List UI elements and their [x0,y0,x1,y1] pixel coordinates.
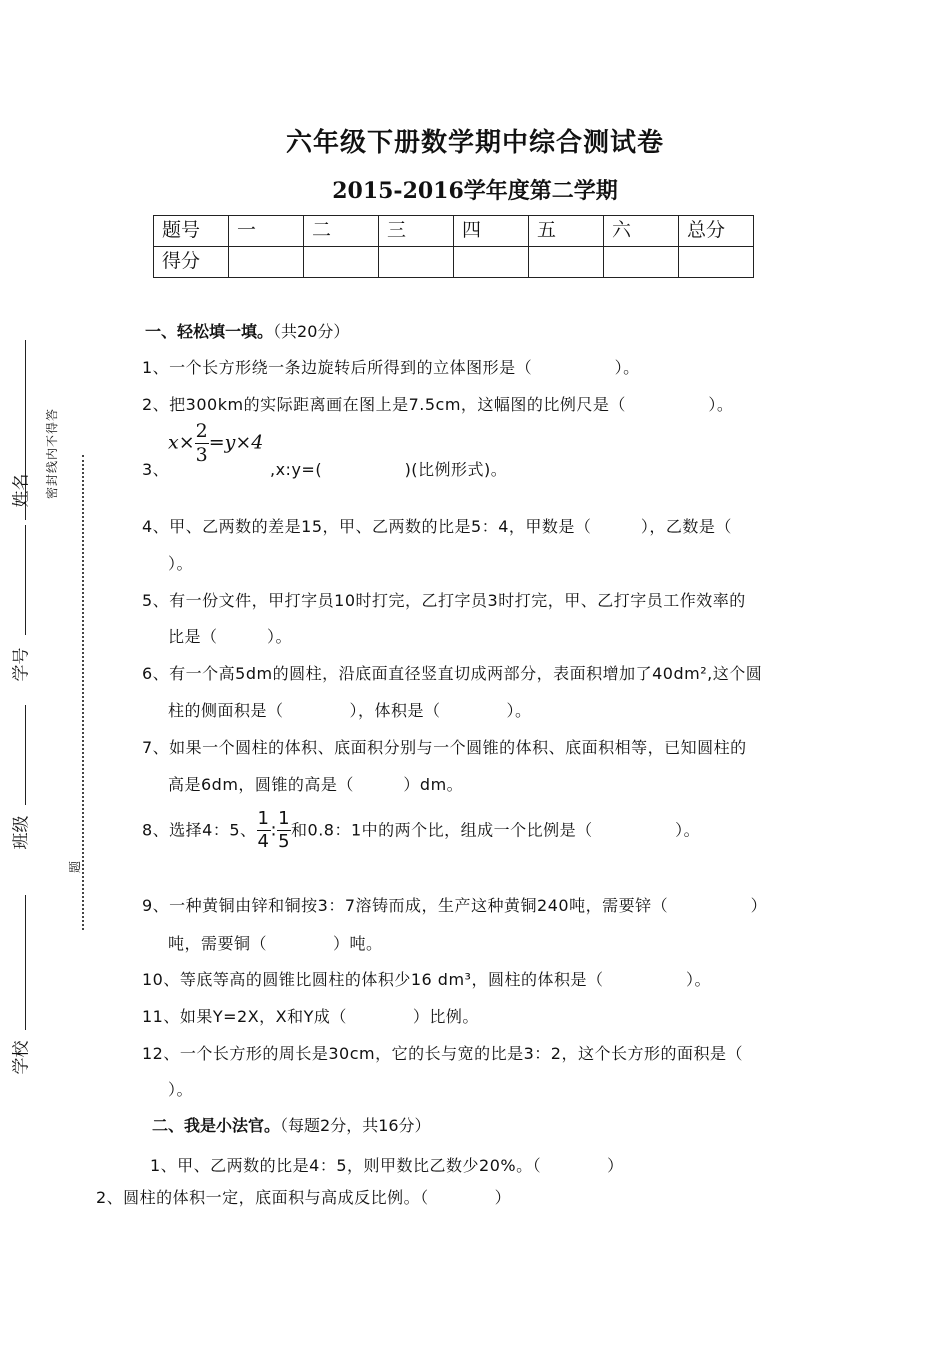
question-1-5-line2: 比是（ ）。 [168,627,293,646]
section2-heading [152,1113,431,1136]
score-blank [304,247,379,278]
question-1-6-line1: 6、有一个高5dm的圆柱，沿底面直径竖直切成两部分，表面积增加了40dm²,这个圆 [142,664,763,683]
score-blank [679,247,754,278]
exam-subtitle: 2015-2016学年度第二学期 [332,178,618,204]
q8-fraction-2 [277,810,291,851]
section1-title: 一、轻松填一填。 [145,322,274,341]
score-cell-6: 六 [604,216,679,247]
question-1-1: 1、一个长方形绕一条边旋转后所得到的立体图形是（ ）。 [142,358,640,377]
score-blank [229,247,304,278]
q3-math-x: x× [168,431,195,454]
score-blank [454,247,529,278]
section2-note: （每题2分，共16分） [280,1116,431,1135]
question-2-2: 2、圆柱的体积一定，底面积与高成反比例。（ ） [96,1188,512,1207]
label-school: 学校 [11,1040,32,1075]
score-cell-3: 三 [379,216,454,247]
question-1-5-line1: 5、有一份文件，甲打字员10时打完，乙打字员3时打完，甲、乙打字员工作效率的 [142,591,746,610]
q8-fraction-1 [257,810,271,851]
q3-math-rest: =y×4 [208,431,264,454]
question-1-6-line2: 柱的侧面积是（ ），体积是（ ）。 [168,701,532,720]
question-1-12-line2: ）。 [168,1080,194,1099]
score-cell-5: 五 [529,216,604,247]
score-cell-total: 总分 [679,216,754,247]
score-cell-label: 题号 [154,216,229,247]
student-id-line [25,525,26,635]
question-1-9-line1: 9、一种黄铜由锌和铜按3：7溶铸而成，生产这种黄铜240吨，需要锌（ ） [142,896,768,915]
q8-f2-den: 5 [278,831,291,852]
exam-title: 六年级下册数学期中综合测试卷 [285,128,664,158]
score-cell-4: 四 [454,216,529,247]
seal-dotted-line [82,455,84,930]
question-1-4-line2: ）。 [168,554,194,573]
score-blank [604,247,679,278]
section2-title: 二、我是小法官。 [152,1116,281,1135]
question-1-7-line2: 高是6dm，圆锥的高是（ ）dm。 [168,775,464,794]
q8-f1-den: 4 [257,831,270,852]
question-1-10: 10、等底等高的圆锥比圆柱的体积少16 dm³，圆柱的体积是（ ）。 [142,970,711,989]
q8-colon: : [270,819,278,841]
q8-f1-num: 1 [257,808,270,829]
question-1-9-line2: 吨，需要铜（ ）吨。 [168,934,383,953]
label-student-id: 学号 [11,647,32,682]
score-cell-2: 二 [304,216,379,247]
score-cell-1: 一 [229,216,304,247]
q8-text: 和0.8：1中的两个比，组成一个比例是（ ）。 [291,820,701,840]
q3-fraction [195,422,209,465]
score-table-score-row [154,247,754,278]
question-1-8 [142,810,700,851]
q8-f2-num: 1 [278,808,291,829]
class-line [25,705,26,805]
seal-warning-tail: 题 [68,859,83,874]
score-table-header-row [154,216,754,247]
q3-frac-den: 3 [195,444,208,466]
school-line [25,895,26,1030]
score-blank [379,247,454,278]
seal-warning: 密封线内不得答 [45,407,60,500]
question-1-4-line1: 4、甲、乙两数的差是15，甲、乙两数的比是5：4，甲数是（ ），乙数是（ [142,517,732,536]
label-class: 班级 [11,815,32,850]
label-name: 姓名 [11,473,32,508]
question-1-11: 11、如果Y=2X，X和Y成（ ）比例。 [142,1007,479,1026]
section1-heading [145,319,349,342]
score-table [153,215,754,278]
question-1-3-text: ,x:y=( )(比例形式)。 [270,460,508,479]
question-1-12-line1: 12、一个长方形的周长是30cm，它的长与宽的比是3：2，这个长方形的面积是（ [142,1044,743,1063]
q3-frac-num: 2 [195,420,208,442]
section1-note: （共20分） [273,322,350,341]
question-1-3-prefix: 3、 [142,460,170,479]
question-2-1: 1、甲、乙两数的比是4：5，则甲数比乙数少20%。（ ） [150,1156,624,1175]
question-1-2: 2、把300km的实际距离画在图上是7.5cm，这幅图的比例尺是（ ）。 [142,395,734,414]
question-1-7-line1: 7、如果一个圆柱的体积、底面积分别与一个圆锥的体积、底面积相等，已知圆柱的 [142,738,747,757]
question-1-3-equation [168,422,263,465]
q8-prefix: 8、选择4：5、 [142,820,257,840]
score-blank [529,247,604,278]
score-row-label: 得分 [154,247,229,278]
